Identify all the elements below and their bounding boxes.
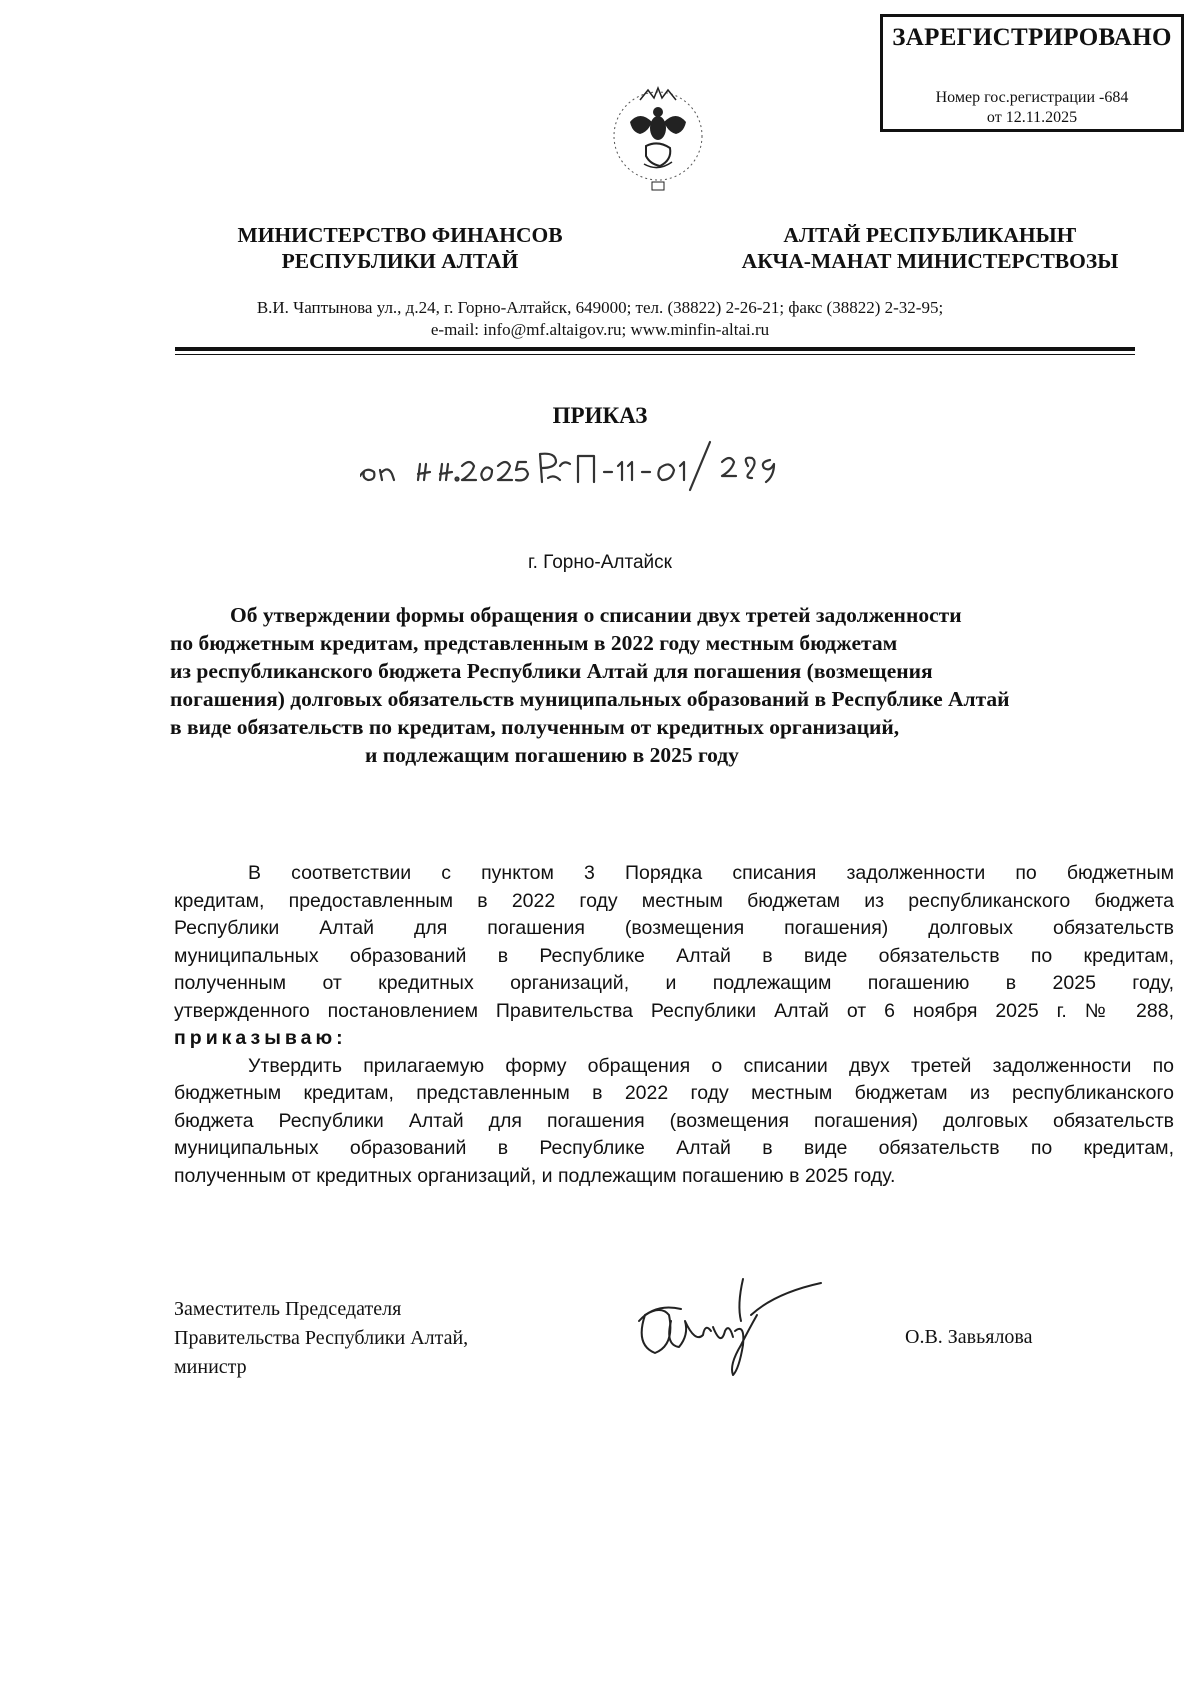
registration-stamp (880, 14, 1184, 132)
body-line: Утвердить прилагаемую форму обращения о списании двух третей задолженности по (248, 1054, 1174, 1077)
ministry-name-altai-line1: АЛТАЙ РЕСПУБЛИКАНЫҤ (783, 223, 1077, 247)
ministry-contacts (0, 297, 1200, 341)
ministry-name-altai (700, 222, 1160, 274)
body-line: бюджетным кредитам, представленным в 2022 году местным бюджетам из республиканского (174, 1082, 1174, 1104)
handwritten-signature (625, 1275, 845, 1395)
ministry-name-ru-line1: МИНИСТЕРСТВО ФИНАНСОВ (237, 223, 563, 247)
document-subject (170, 601, 1130, 769)
body-line: полученным от кредитных организаций, и подлежащим погашению в 2025 году, (174, 972, 1174, 994)
ministry-name-ru (200, 222, 600, 274)
body-line: В соответствии с пунктом 3 Порядка списания задолженности по бюджетным (248, 862, 1174, 884)
signer-name: О.В. Завьялова (905, 1326, 1033, 1348)
document-type: ПРИКАЗ (552, 403, 648, 428)
body-line: кредитам, предоставленным в 2022 году местным бюджетам из республиканского бюджета (174, 889, 1174, 912)
stamp-reg-date: от 12.11.2025 (986, 109, 1078, 126)
stamp-reg-number: Номер гос.регистрации -684 (935, 89, 1129, 106)
body-line: Республики Алтай для погашения (возмещения погашения) долговых обязательств (174, 917, 1174, 939)
document-body (174, 860, 1174, 1190)
signer-position-line: министр (174, 1356, 247, 1378)
signer-position-line: Заместитель Председателя (174, 1298, 402, 1320)
contacts-address: В.И. Чаптынова ул., д.24, г. Горно-Алтайск, 649000; тел. (38822) 2-26-21; факс (38822) 2-32-95; (256, 298, 944, 317)
order-word: приказываю: (174, 1027, 347, 1049)
signer-position-line: Правительства Республики Алтай, (174, 1327, 469, 1349)
body-line: утвержденного постановлением Правительства Республики Алтай от 6 ноября 2025 г. № 288, (174, 999, 1174, 1022)
ministry-name-altai-line2: АКЧА-МАНАТ МИНИСТЕРСТВОЗЫ (741, 249, 1119, 273)
header-divider-thin (175, 354, 1135, 355)
subject-line: и подлежащим погашению в 2025 году (365, 743, 739, 767)
stamp-title: ЗАРЕГИСТРИРОВАНО (892, 24, 1172, 51)
ministry-name-ru-line2: РЕСПУБЛИКИ АЛТАЙ (281, 249, 519, 273)
subject-line: Об утверждении формы обращения о списании двух третей задолженности (230, 603, 962, 627)
subject-line: погашения) долговых обязательств муниципальных образований в Республике Алтай (170, 687, 1010, 711)
handwritten-order-number (360, 436, 840, 492)
signer-position (174, 1295, 468, 1382)
body-line: полученным от кредитных организаций, и подлежащим погашению в 2025 году. (174, 1164, 896, 1187)
coat-of-arms-icon (610, 82, 706, 198)
subject-line: из республиканского бюджета Республики Алтай для погашения (возмещения (170, 659, 933, 683)
header-divider-thick (175, 347, 1135, 351)
body-line: муниципальных образований в Республике Алтай в виде обязательств по кредитам, (174, 944, 1174, 967)
body-line: муниципальных образований в Республике Алтай в виде обязательств по кредитам, (174, 1137, 1174, 1159)
subject-line: по бюджетным кредитам, представленным в 2022 году местным бюджетам (170, 631, 898, 655)
body-line: бюджета Республики Алтай для погашения (возмещения погашения) долговых обязательств (174, 1109, 1174, 1132)
document-city: г. Горно-Алтайск (528, 552, 672, 573)
subject-line: в виде обязательств по кредитам, полученным от кредитных организаций, (170, 715, 900, 739)
contacts-web: e-mail: info@mf.altaigov.ru; www.minfin-altai.ru (430, 320, 770, 339)
